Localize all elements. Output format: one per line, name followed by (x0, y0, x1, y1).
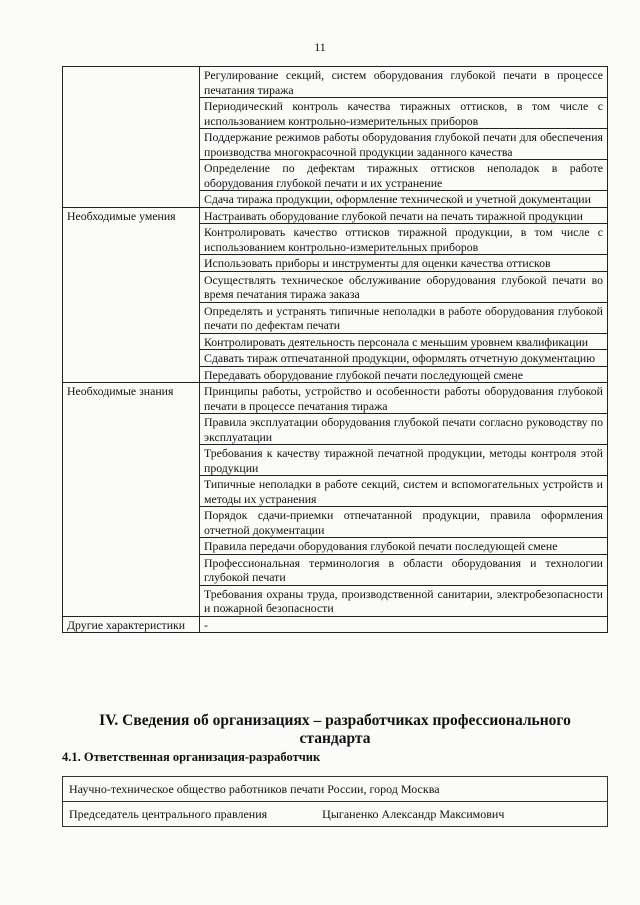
other-value: - (200, 616, 608, 633)
knowledge-cell: Порядок сдачи-приемки отпечатанной продукции, правила оформления отчетной документации (200, 507, 608, 538)
action-cell: Периодический контроль качества тиражных оттисков, в том числе с использованием контрольно-измерительных приборов (200, 98, 608, 129)
knowledge-cell: Типичные неполадки в работе секций, систем и вспомогательных устройств и методы их устранения (200, 476, 608, 507)
section-title: IV. Сведения об организациях – разработчиках профессионального стандарта (99, 712, 571, 747)
skills-label: Необходимые умения (63, 207, 200, 383)
skill-cell: Контролировать качество оттисков тиражной продукции, в том числе с использованием контрольно-измерительных приборов (200, 224, 608, 255)
skill-cell: Использовать приборы и инструменты для оценки качества оттисков (200, 255, 608, 272)
knowledge-cell: Правила передачи оборудования глубокой печати последующей смене (200, 538, 608, 555)
action-cell: Определение по дефектам тиражных оттисков неполадок в работе оборудования глубокой печати и их устранение (200, 160, 608, 191)
skill-cell: Контролировать деятельность персонала с меньшим уровнем квалификации (200, 333, 608, 350)
subsection-title: 4.1. Ответственная организация-разработчик (62, 750, 321, 764)
skill-cell: Определять и устранять типичные неполадки в работе оборудования глубокой печати по дефектам печати (200, 302, 608, 333)
skill-cell: Настраивать оборудование глубокой печати на печать тиражной продукции (200, 207, 608, 224)
table-row (63, 67, 608, 98)
knowledge-cell: Требования охраны труда, производственной санитарии, электробезопасности и пожарной безопасности (200, 585, 608, 616)
table-row (63, 616, 608, 633)
action-cell: Регулирование секций, систем оборудования глубокой печати в процессе печатания тиража (200, 67, 608, 98)
table-row (63, 383, 608, 414)
action-cell: Сдача тиража продукции, оформление технической и учетной документации (200, 191, 608, 208)
table-row (63, 802, 608, 827)
chair-name: Цыганенко Александр Максимович (322, 807, 505, 821)
knowledge-cell: Принципы работы, устройство и особенности работы оборудования глубокой печати в процессе печатания тиража (200, 383, 608, 414)
chair-cell (63, 802, 608, 827)
skill-cell: Сдавать тираж отпечатанной продукции, оформлять отчетную документацию (200, 350, 608, 367)
knowledge-label: Необходимые знания (63, 383, 200, 617)
organization-name: Научно-техническое общество работников печати России, город Москва (63, 777, 608, 802)
table-row (63, 207, 608, 224)
knowledge-cell: Требования к качеству тиражной печатной продукции, методы контроля этой продукции (200, 445, 608, 476)
table-row (63, 777, 608, 802)
other-label: Другие характеристики (63, 616, 200, 633)
organization-table (62, 776, 608, 827)
chair-role: Председатель центрального правления (69, 807, 268, 821)
knowledge-cell: Правила эксплуатации оборудования глубокой печати согласно руководству по эксплуатации (200, 414, 608, 445)
empty-label-cell (63, 67, 200, 208)
page-number: 11 (314, 40, 326, 54)
action-cell: Поддержание режимов работы оборудования глубокой печати для обеспечения производства многокрасочной продукции заданного качества (200, 129, 608, 160)
skill-cell: Передавать оборудование глубокой печати последующей смене (200, 366, 608, 383)
knowledge-cell: Профессиональная терминология в области оборудования и технологии глубокой печати (200, 554, 608, 585)
professional-standard-table (62, 66, 608, 633)
skill-cell: Осуществлять техническое обслуживание оборудования глубокой печати во время печатания тиража заказа (200, 271, 608, 302)
